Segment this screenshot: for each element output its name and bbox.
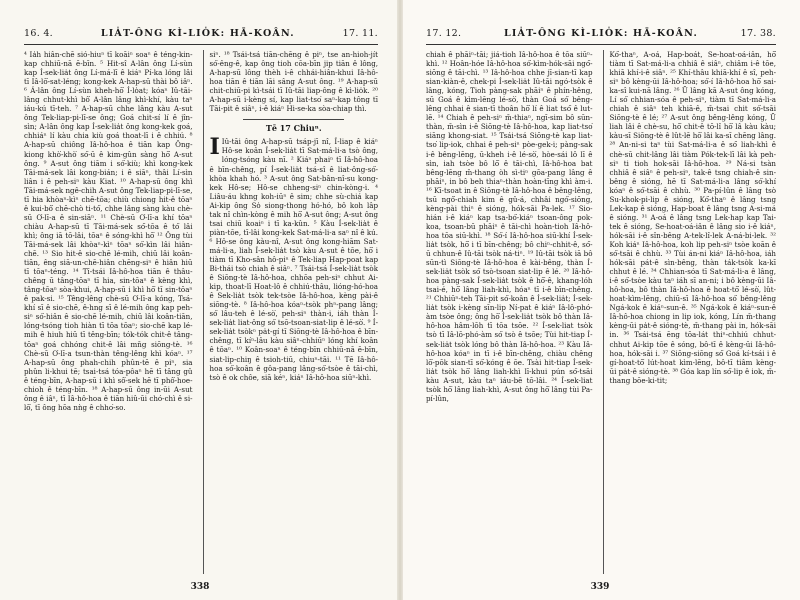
right-page [400, 0, 800, 600]
right-header-chapter-verse: 17. 12. [426, 28, 462, 39]
right-col2-text: Kó͘-thaⁿ, A-oá, Hap-boát, Se-hoat-oá-iân, hō͘ tiàm tī Sat-má-li-a chhiâ ê siâⁿ, chiâm i-ê tōe, khiā khí-i-ê siâⁿ. ²⁵ Khí-thâu khiā-khí ê sî, peh-siⁿ bô kèng-ūi Iâ-hô-hoa; só͘-í Iâ-hô-hoa hō͘ sai-ka-sî kui-nā lâng. ²⁶ Ū lâng kā A-sut ông kóng, Lí só͘ chhian-sóa ê peh-siⁿ, tiàm tī Sat-má-li-a chiah ê siâⁿ teh khiā-ê, m̄-tsai chit só͘-tsāi Siōng-tè ê lé; ²⁷ A-sut ông bêng-lêng kóng, Ū liah lâi ê chè-su, hō͘ chit-ê tō-lî hō͘ lâ kàu kàu; kàu-sī Siōng-tè ê lût-lē hō͘ lâi ka-sī chēng lâng. ²⁸ An-ni-si taⁿ tùi Sat-má-li-a ê só͘ liah-khì ê chè-sū chit-lâng lâi tiàm Pók-tek-lī lâi kà peh-siⁿ ti tioh hok-sāi Iâ-hô-hoa. ²⁹ Ná-si tsàn chhiâ ê siâⁿ ê peh-siⁿ, tak-ê tsng chiah-ê sin-bêng ê sióng, hē tī Sat-má-li-a lâng só͘-khí kóaⁿ ê só͘-tsāi ê chhù. ³⁰ Pa-pí-lûn ê lâng tsò Su-khok-pi-lip ê sióng, Kó͘-thaⁿ ê lâng tsng Lek-kap ê sióng, Hap-boat ê lâng tsng A-si-má ê sióng. ³¹ A-oá ê lâng tsng Lek-hap kap Tai-tek ê sióng, Se-hoat-oá-iân ê lâng sio i-ê kiáⁿ, hók-sāi i-ê sîn-bêng A-tek-lî-lek A-ná-bi-lek. ³² Koh kiáⁿ Iâ-hô-hoa, koh lip peh-siⁿ tsòe koān ê só͘-tsāi ê chhù. ³³ Tùi án-ni kiáⁿ Iâ-hô-hoa, iáh hók-sāi pát-ê sìn-bêng, thàn ták-tsòk ka-kī chhut ê lé. ³⁴ Chhian-sóa tī Sat-má-li-a ê lâng, i-ê só͘-tsòe kàu taⁿ iáh sī an-ni; i bô kèng-ūi Iâ-hô-hoa, bô thàn Iâ-hô-hoa ê hoat-tō͘ lé-sò͘, lût-hoat-kìm-lēng, chiū-sī Iâ-hô-hoa só͘ bêng-lêng Ngá-kok ê kiáⁿ-sun-ê. ³⁵ Ngá-kok ê kiáⁿ-sun-ê Iâ-hô-hoa chiong in lip iok, kóng, Lín m̄-thang kèng-ūi pa̍t-ê sióng-tè, m̄-thang pài in, hók-sāi in. ³⁶ Tsái-tsá ēng tōa-lát thiⁿ-chhiú chhut-chhut Ai-kip tōe ê sóng, bô-tī ê kèng-ūi Iâ-hô-hoa, hók-sāi i. ³⁷ Siōng-siōng só͘ Goá kí-tsái i ê gí-hoat-tō͘ lút-hoat kìm-lēng, bô-tī tiâm kèng-ūi pa̍t-ê sióng-tè. ³⁸ Góa kap lín só͘-lip ê iok, m̄-thang bōe-ki-tit; [609, 50, 776, 385]
right-column-1 [426, 50, 593, 574]
right-page-number: 339 [590, 582, 610, 592]
book-gutter [397, 0, 403, 600]
right-header-end-verse: 17. 38. [740, 28, 776, 39]
right-header-title: LIA̍T-ÔNG KÌ-LIO̍K: HĀ-KOÂN. [504, 28, 698, 39]
drop-cap: I [209, 134, 220, 161]
chapter-heading [210, 119, 379, 133]
left-col2b-text: Iû-tāi ông A-hap-sū tsáp-jī nî, Í-liap ê kiáⁿ Hô-se koân Í-sek-lia̍t tī Sat-má-li-a tsò ông, lóng-tsóng kàu nī. ² Kiáⁿ phaiⁿ tī Iâ-hô-hoa ê bīn-chêng, pí Í-sek-lia̍t tsá-sî ê liat-ông-só͘-khòa khah hó. ³ A-sut ông Sat-bân-nî-su kong-kek Hô-se; Hô-se chheng-siⁿ chin-kòng-i. ⁴ Liâu-áu khng koh-iūⁿ ê sim; chhe sù-chiá kap Ai-kip ông So̍ siong-thong hó-hó, bô koh lâp tak nî chìn-kòng ê mih hō͘ A-sut ông; A-sut ông tsai chiū koaiⁿ i tī ka-kûn. ⁵ Kàu Í-sek-lia̍t ê piàn-tōe, tī-lâi kong-kek Sat-má-li-a saⁿ nî ê kú. ⁶ Hô-se ông kàu-nî, A-sut ông kong-hiām Sat-má-li-a, liah Í-sek-lia̍t tsò kàu A-sut ê tōe, hō͘ i tiàm tī Kho-sân hô-piⁿ ê Tek-liap Hap-poat kap Bi-thái tsò chiah ê siâⁿ. ⁷ Tsái-tsá Í-sek-lia̍t tsòk ê Siōng-tè Iâ-hô-hoa, chhōa peh-siⁿ chhut Ai-kip, thoat-lī Hoat-lô ê chhiú-thâu, lióng-hó-hoa ê Sek-lia̍t tsòk tek-tsòe Iâ-hô-hoa, kèng pài-ê siōng-tè. ⁸ Iâ-hô-hoa kóaⁿ-tsòk phⁿ-pang lâng; só͘ lâu-teh ê lé-sò͘, peh-siⁿ thàn-i, iáh thàn Í-sek-lia̍t liat-ông só͘ tsō-tsoan-siat-lip ê lé-sò͘. ⁹ Í-sek-lia̍t tsòkⁿ pa̍t-gí tī Siōng-tè Iâ-hô-hoa ê bīn-chêng, tī kíⁿ-lâu kàu siâⁿ-chhiūⁿ lóng khí koân ê tōaⁿ. ¹⁰ Koân-soaⁿ ê téng-bīn chhiū-nā ē-bīn, siat-lip-chiŋ ê tsioh-tiū, chiuⁿ-tāi. ¹¹ Tē Iâ-hô-hoa só͘-koân ê gôa-pang lâng-só͘-tsòe ê tāi-chì, tsò ê ok chôe, siā kéⁿ, kiáⁿ Iâ-hô-hoa siūⁿ-khì. [209, 137, 378, 382]
left-header-end-verse: 17. 11. [342, 28, 378, 39]
left-column-1 [24, 50, 193, 574]
chapter-title: Tē 17 Chiuⁿ. [265, 123, 322, 134]
left-column-2 [203, 50, 379, 574]
left-header-chapter-verse: 16. 4. [24, 28, 53, 39]
left-page-header [24, 28, 378, 45]
left-header-title: LIA̍T-ÔNG KÌ-LIO̍K: HĀ-KOÂN. [100, 28, 295, 39]
left-col2-text: siⁿ. ¹⁸ Tsái-tsá tiān-chēng ê piⁿ, tse an-hioh-jít só͘-êng-ê, kap ông tioh cōa-bīn jip tiān ê lông, A-hap-sū lông thèh i-ê chhái-hiân-khui Iâ-hô-hoa tiān ê tiān lāi sâng A-sut ông. ¹⁹ A-hap-sū chit-chiū-pi kì-tsái tī Iû-tāi liap-ông ê kì-lio̍k. ²⁰ A-hap-sū i-kèng sí, kap liat-tso͘ saⁿ-kap tông tī Tāi-pit ê siâⁿ, i-ê kiáⁿ Hi-se-ka sòa-chiap thì. [209, 50, 378, 114]
right-page-columns [426, 50, 776, 574]
left-page-columns [24, 50, 378, 574]
left-col1-text: ⁴ Ia̍h hiân-chē sió-hiuⁿ tī koāiⁿ soaⁿ ê téng-kin-kap chhiū-nā ē-bīn. ⁵ Hit-sî A-lân ông Lí-sùn kap Í-sek-lia̍t ông Lí-má-lī ê kiáⁿ Pí-ka lóng lâi tī Iâ-lō͘-sat-léng; kong-kek A-hap-sū thài bô iâⁿ. ⁶ Á-lân ông Lí-sùn kheh-hō͘ Í-lo̍at; kóaⁿ Iû-tāi-lâng chhut-khì bô͘ A-lân lâng khì-khí, kàu taⁿ iáu-kú tī-teh. ⁷ A-hap-sū chhe lâng kàu A-sut ông Tek-liap-pi-lī-se ông; Goá chit-sí lí ê jîn-sìn; A-lân ông kap Í-sek-lia̍t ông kong-kek goá, chhiáⁿ lí kàu chia kiù goá thoat-lī i ê chhiú. ⁸ A-hap-sū chiông Iâ-hô-hoa ê tiān kap Ông-kiong khò͘-khò͘ só͘-ū ê kim-gûn sàng hō͘ A-sut ông. ⁹ A-sut ông tiām i só͘-kiù; khì kong-kek Tāi-má-sek lâi kong-bián; i ê siāⁿ, thâi Lí-sìn liân i ê peh-siⁿ kàu Kiat. ¹⁰ A-hap-sū ông khì Tāi-má-sek ngê-chih A-sut ông Tek-liap-pi-lī-se, tī hia khòaⁿ-kìⁿ chē-tōa; chiù chiong hit-ê tōaⁿ ê kui-bô͘ chē-chò ti-tó͘, chhe lâng sàng kàu chè-sū O͘-lī-a ê sin-siāⁿ. ¹¹ Chè-sū O͘-lī-a khí tōaⁿ chiàu A-hap-sū tī Tāi-má-sek só͘-tōa ê tó͘ lâi khì; ông iā tō-lâi, tōaⁿ ê sóng-khì hō͘ ¹² Ông tùi Tāi-má-sek lâi khòaⁿ-kìⁿ tōaⁿ só͘-kìn lâi hiân-chē. ¹³ Sio hit-ê sio-chē lé-mih, chiū lâi koân-tiān, êng siā-un-chē-hiân chēng-siⁿ ê hiân hiū tī tōaⁿ-téng. ¹⁴ Tī-tsái Iâ-hô-hoa tiān ê thâu-chêng ū tâng-tōaⁿ tī hia, sin-tōaⁿ ê kèng khì, tâng-tōaⁿ sòa-khui, A-hap-sū i khì hō͘ tī sin-tōaⁿ ê pak-si. ¹⁵ Têng-lêng chè-sū O͘-lī-a kóng, Tsá-khí sī ê sio-chē, ê-hng sī ê lé-mih ông kap peh-siⁿ só͘-hiân ê sio-chē lé-mih, chiū lâi koân-tiān, lóng-tsóng tioh hiàn tī tōa tōaⁿ; sio-chē kap lé-mih ê hiuh hiū tī têng-bīn; tók-tók chit-ê tâng-tōaⁿ goá chhóng chit-ê lâi mn̄g siōng-tè. ¹⁶ Chè-sū O͘-lī-a tsun-thàn têng-lêng khì kóaⁿ. ¹⁷ A-hap-sū ông phah-chih phûn-tē ê piⁿ, sia phûn li-khui tē; tsai-tsá tóa-pôaⁿ hē tī tâng gû ê téng-bīn, A-hap-sū i khì sô͘-sek hē tī phô͘-hoe-chioh ê téng-bīn. ¹⁸ A-hap-sū ông in-ūi A-sut ông ê iâⁿ, tī Iâ-hô-hoa ê tiān hiû-ūi chó-chì ê si-lō͘, tī ông hōa nǹg ê chho͘-so. [24, 50, 193, 412]
right-column-2 [603, 50, 777, 574]
right-col1-text: chiah ê phāiⁿ-tāi; jiá-tioh Iâ-hô-hoa ê tōa siūⁿ-khì. ¹² Hoân-hóe Iâ-hô-hoa só͘-kìm-hók-sāi ngó͘-siōng ê tāi-chì. ¹³ Iâ-hô-hoa chhe jī-sian-tī kap sian-kiàn-ê, chek-pi Í-sek-lia̍t Iû-tāi ngó-tsòk ê lâng, kóng, Tioh pàng-sak phāiⁿ ê phín-hêng, sū Goá ê kìm-lēng lé-sò͘, thàn Goá só͘ bêng-lêng chhai ê sian-tī thoân hō͘ lí ê liat tsó͘ ê lut-lē. ¹⁴ Chiah ê peh-siⁿ m̄-thiaⁿ, ngī-sim bô sūn-thàn, m̄-sìn i-ê Siōng-tè Iâ-hô-hoa, kap liat-tso͘ siāng khong-siat. ¹⁵ Tsái-tsá Siōng-tè kap liat-tso͘ lip-iok, chhai ê peh-siⁿ pòe-gek-i; pàng-sak i-ê bêng-lēng, ū-kheh i-ê lé-sò͘, hòe-sái lô lī ê sìn, iah tsòe bô lō͘ ê tāi-chì, Iâ-hô-hoa bat bêng-lēng m̄-thang òh sì-tiⁿ gōa-pang lâng ê phāiⁿ, in bô beh thiaⁿ-thàn hoàn-tīng khì àm-i. ¹⁶ Kī-tsoat in ê Siōng-tè Iâ-hô-hoa ê bêng-lēng, tsū ngô͘-chiah kim ê gû-á, chhâi ngó͘-siōng, kèng-pài thiⁿ ê sióng, hók-sāi Pa-lek. ¹⁷ Sio-hián i-ê kiáⁿ kap tsa-bó͘-kiáⁿ tsoan-ông pok-koa, tsoan-bū phāiⁿ ê tāi-chì hoàn-tioh Iâ-hô-hoa tōa siū-khì. ¹⁸ Só͘-í Iâ-hô-hoa siū-khí Í-sek-lia̍t tsòk, hō͘ i tī bīn-chêng; bô chiⁿ-chhit-ê, só͘-ū chhun-ê Iû-tāi tsòk ná-tiⁿ. ¹⁹ Iû-tāi tsòk iā bô sūn-tì Siōng-tè Iâ-hô-hoa ê kài-bêng, thàn Í-sek-lia̍t tsòk só͘ tsò-tsoan siat-lip ê lé. ²⁰ Iâ-hô-hoa pàng-sak Í-sek-lia̍t tsòk ê hō͘-ê, khang-lóh tsai-é, hō͘ lâng liah-khì, hóaⁿ tī i-ê bīn-chêng. ²¹ Chhiūⁿ-teh Tāi-pit só͘-koân ê Í-sek-lia̍t; Í-sek-lia̍t tsòk i-kèng sīn-lip Ní-pat ê kiáⁿ Iâ-lô-phó-àm tsòe ông; ông hō͘ Í-sek-lia̍t tsòk bô thàn Iâ-hô-hoa hâm-lōh tī tōa tsōe. ²² Í-sek-liat tsòk tsò tī Iâ-lō-phó-àm só͘ tsò ê tsōe; Tùi hit-tiap Í-sek-lia̍t tsòk lóng bô thàn Iâ-hô-hoa. ²³ Kàu Iâ-hô-hoa kóaⁿ in tī i-ê bīn-chêng, chiàu chêng lō͘-pōk sian-tī só͘-kóng ê ōe. Tsài hit-tiap Í-sek-lia̍t tsòk hō͘ lâng liah-khì lī-khui pún só͘-tsāi kàu A-sut, kàu taⁿ iáu-bē tō-lâi. ²⁴ Í-sek-liat tsòk hō͘ lâng liah-khì, A-sut ông hō͘ lâng tùi Pa-pí-lûn, [426, 50, 593, 403]
chapter-rule [243, 119, 344, 120]
left-col2-chapter-text [209, 134, 379, 382]
right-page-header [426, 28, 776, 45]
left-page-number: 338 [190, 582, 210, 592]
